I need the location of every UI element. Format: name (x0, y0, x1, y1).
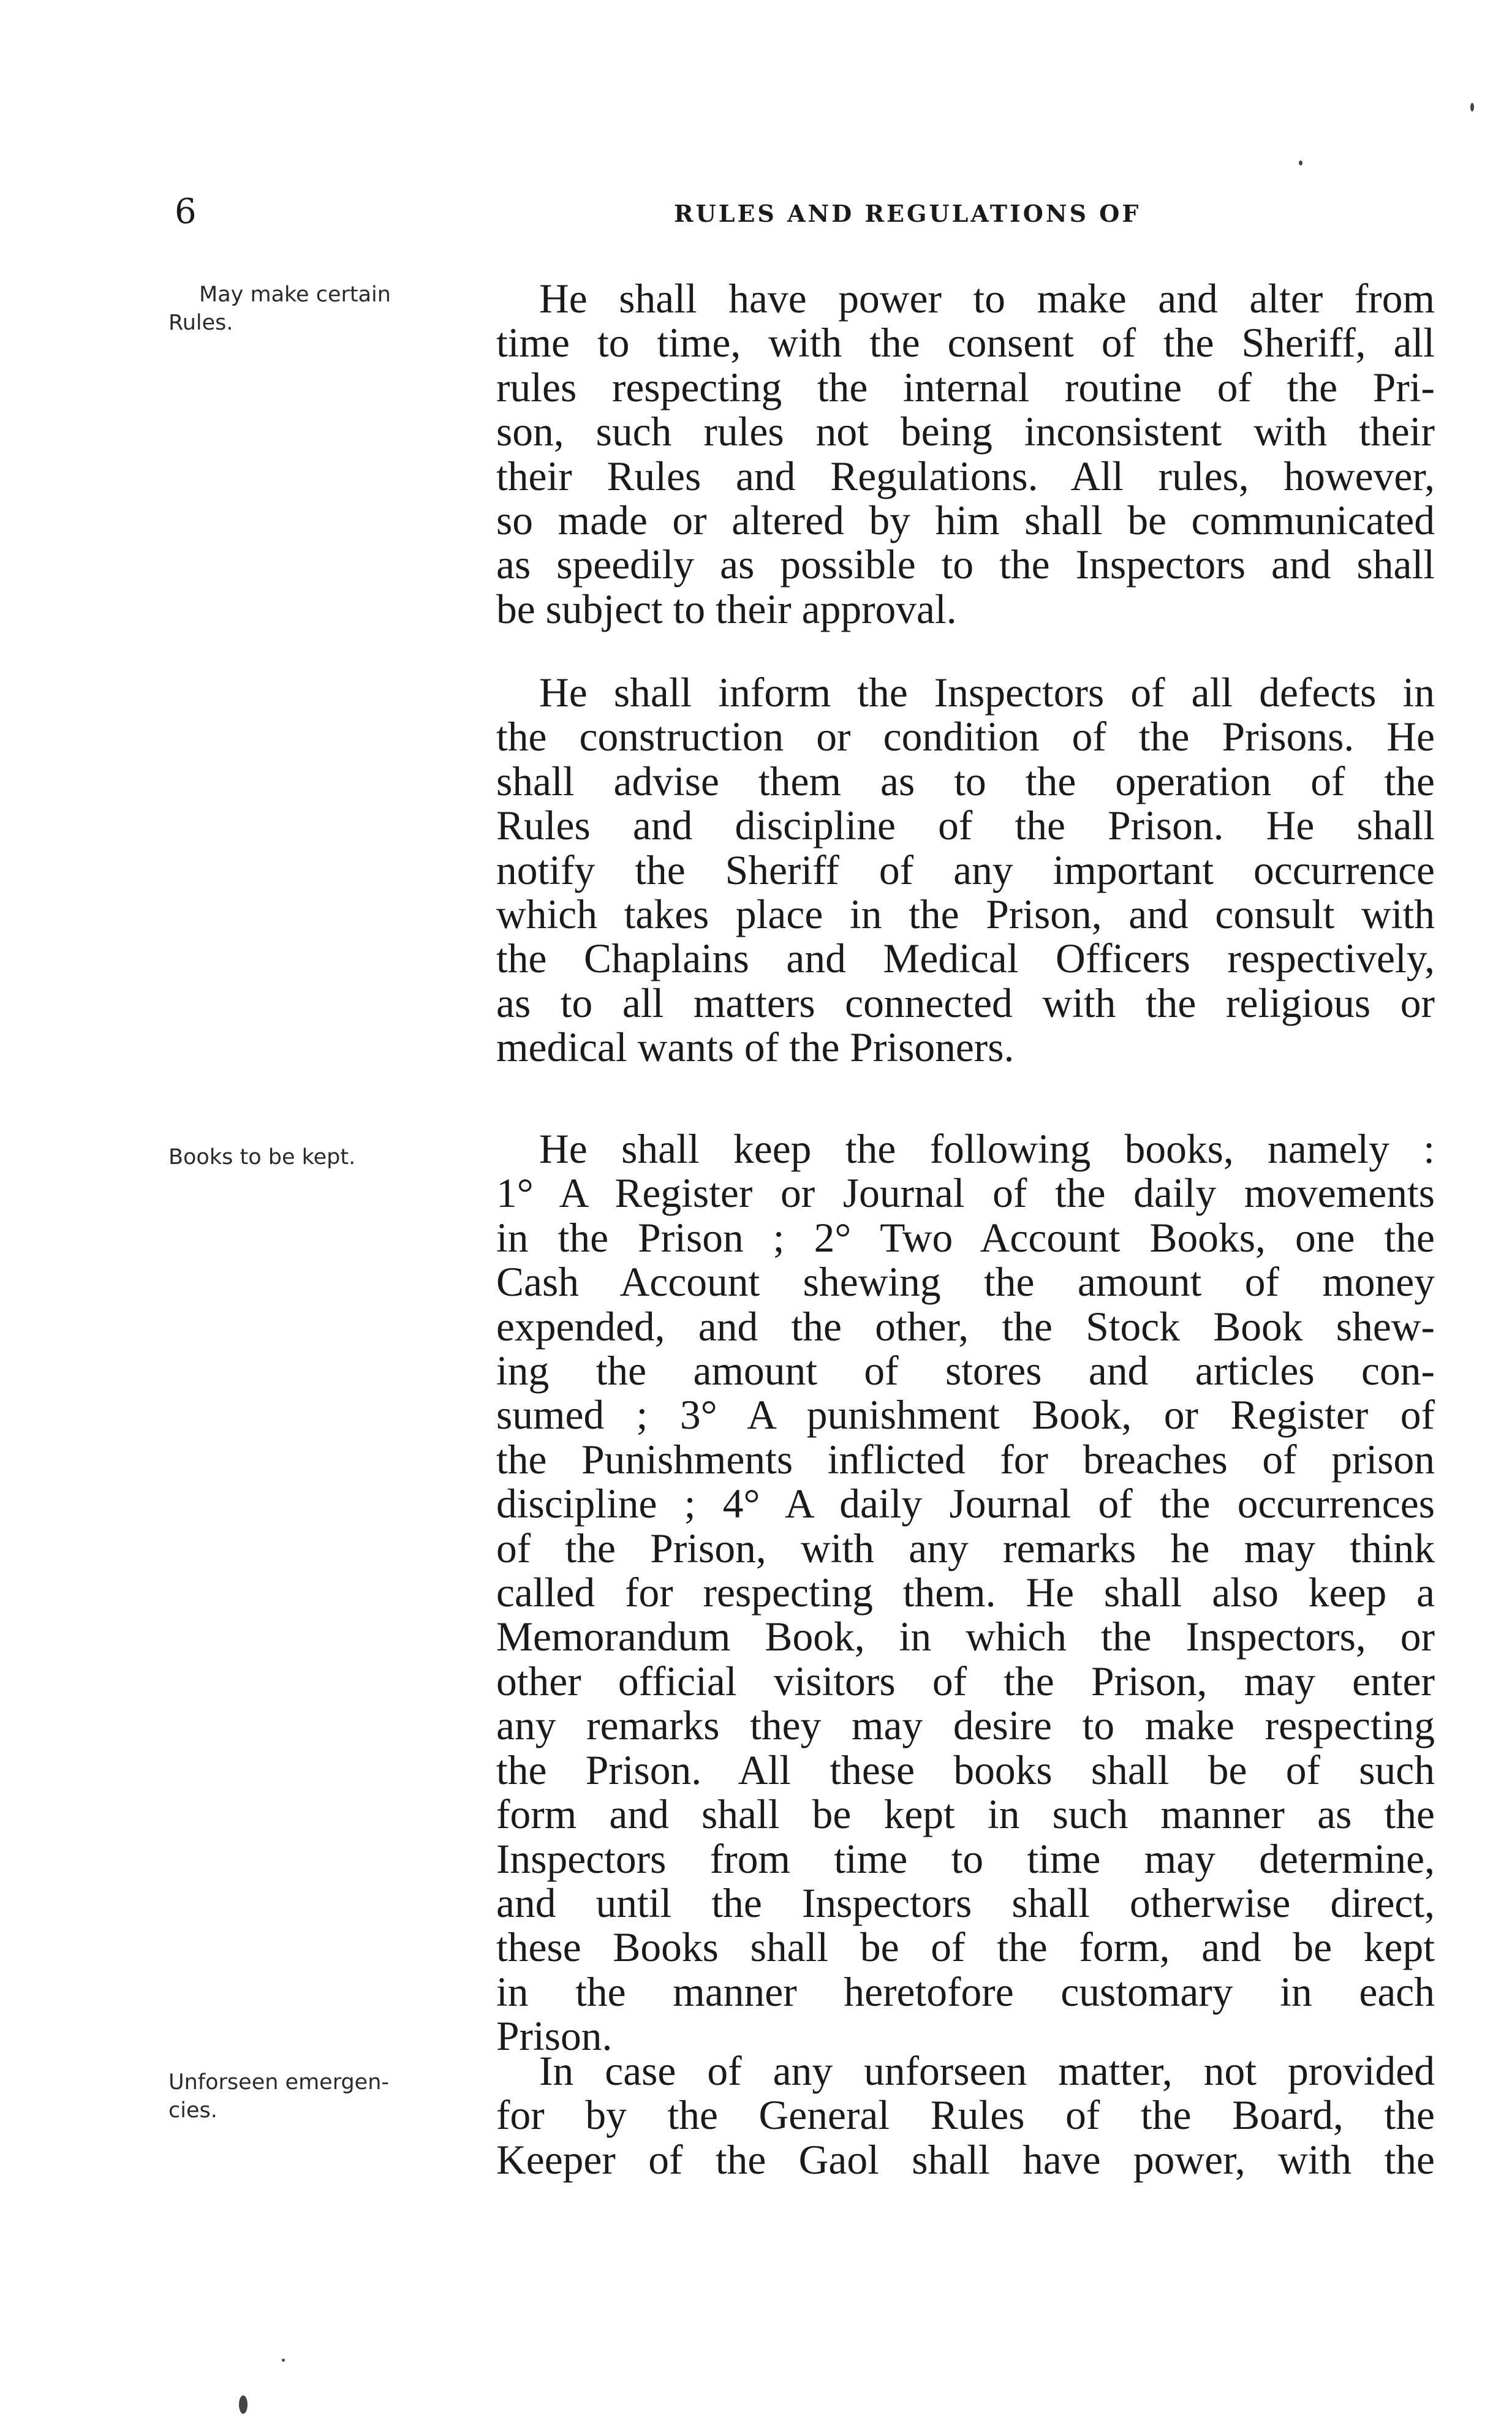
text-line: for by the General Rules of the Board, the (496, 2092, 1435, 2139)
scan-speck (239, 2395, 248, 2414)
text-line: the Prison. All these books shall be of such (496, 1747, 1435, 1793)
text-line: sumed ; 3° A punishment Book, or Register of (496, 1392, 1435, 1438)
margin-note-line: cies. (168, 2098, 217, 2123)
running-head: RULES AND REGULATIONS OF (674, 200, 1141, 227)
text-line: which takes place in the Prison, and consult with (496, 891, 1435, 938)
text-line: Prison. (496, 2013, 613, 2060)
text-line: called for respecting them. He shall also keep a (496, 1570, 1435, 1616)
text-line: be subject to their approval. (496, 586, 957, 632)
text-line: form and shall be kept in such manner as the (496, 1791, 1435, 1838)
margin-note-line: Rules. (168, 311, 233, 335)
text-line: discipline ; 4° A daily Journal of the occurrences (496, 1481, 1435, 1527)
text-line: and until the Inspectors shall otherwise direct, (496, 1880, 1435, 1926)
paragraph-unforseen (496, 2049, 1435, 2182)
text-line: expended, and the other, the Stock Book shew- (496, 1303, 1435, 1350)
text-line: in the Prison ; 2° Two Account Books, one the (496, 1214, 1435, 1261)
text-line: time to time, with the consent of the Sheriff, all (496, 320, 1435, 366)
text-line: in the manner heretofore customary in each (496, 1968, 1435, 2015)
text-line: any remarks they may desire to make respecting (496, 1703, 1435, 1749)
text-line: Cash Account shewing the amount of money (496, 1259, 1435, 1306)
paragraph-books-kept (496, 1127, 1435, 2059)
scan-speck (1299, 161, 1302, 165)
text-line: as to all matters connected with the religious or (496, 980, 1435, 1026)
text-line: so made or altered by him shall be communicated (496, 497, 1435, 544)
text-line: other official visitors of the Prison, may enter (496, 1658, 1435, 1704)
text-line: He shall have power to make and alter from (539, 276, 1435, 322)
paragraph-make-rules (496, 277, 1435, 632)
scan-speck (282, 2359, 285, 2362)
text-line: Rules and discipline of the Prison. He shall (496, 803, 1435, 849)
text-line: medical wants of the Prisoners. (496, 1024, 1015, 1071)
margin-note-line: Unforseen emergen- (168, 2070, 390, 2095)
margin-note-line: May make certain (199, 282, 391, 307)
text-line: of the Prison, with any remarks he may think (496, 1525, 1435, 1571)
text-line: notify the Sheriff of any important occurrence (496, 847, 1435, 893)
text-line: these Books shall be of the form, and be kept (496, 1924, 1435, 1971)
text-line: shall advise them as to the operation of the (496, 758, 1435, 804)
text-line: Memorandum Book, in which the Inspectors, or (496, 1614, 1435, 1660)
margin-note-line: Books to be kept. (168, 1145, 356, 1170)
text-line: rules respecting the internal routine of the Pri- (496, 364, 1435, 410)
paragraph-inform-inspectors (496, 671, 1435, 1070)
text-line: the Chaplains and Medical Officers respectively, (496, 935, 1435, 982)
margin-note-make-rules (168, 281, 475, 337)
text-line: the construction or condition of the Prisons. He (496, 714, 1435, 760)
text-line: their Rules and Regulations. All rules, however, (496, 453, 1435, 499)
page-number: 6 (175, 192, 197, 232)
text-line: He shall keep the following books, namely : (539, 1126, 1435, 1172)
text-line: as speedily as possible to the Inspectors and shall (496, 542, 1435, 588)
text-line: ing the amount of stores and articles con- (496, 1348, 1435, 1394)
text-line: Keeper of the Gaol shall have power, with the (496, 2136, 1435, 2183)
text-line: the Punishments inflicted for breaches of prison (496, 1436, 1435, 1483)
scan-speck (1470, 103, 1474, 111)
text-line: He shall inform the Inspectors of all defects in (539, 670, 1435, 716)
margin-note-books (168, 1143, 475, 1171)
text-line: In case of any unforseen matter, not provided (539, 2048, 1435, 2094)
text-line: son, such rules not being inconsistent with their (496, 409, 1435, 455)
text-line: Inspectors from time to time may determine, (496, 1835, 1435, 1882)
text-line: 1° A Register or Journal of the daily movements (496, 1170, 1435, 1217)
margin-note-emergencies (168, 2068, 475, 2125)
